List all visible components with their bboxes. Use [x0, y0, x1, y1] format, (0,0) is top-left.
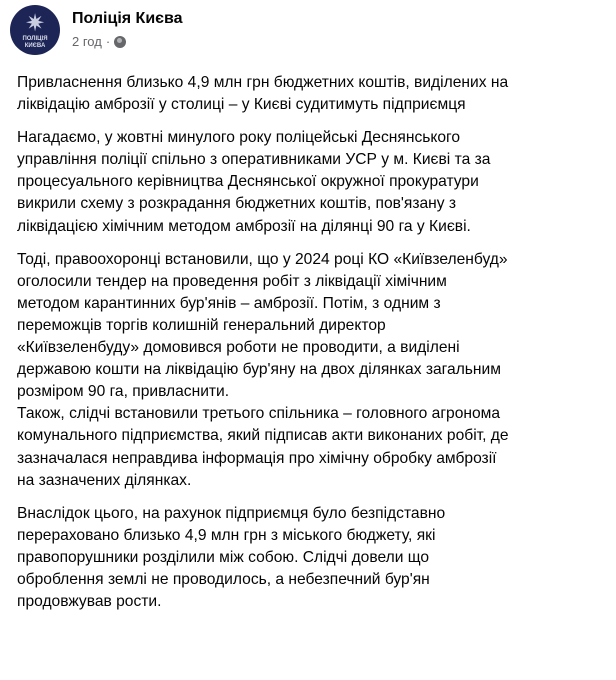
globe-icon[interactable] — [114, 36, 126, 48]
post-body — [17, 72, 607, 624]
post-text-line: ліквідацію амброзії у столиці – у Києві судитимуть підприємця — [17, 96, 466, 114]
post-text-line: Тоді, правоохоронці встановили, що у 2024 році КО «Київзеленбуд» — [17, 250, 508, 268]
post-text-line: зазначалася неправдива інформація про хімічну обробку амброзії — [17, 449, 497, 467]
post-paragraph — [17, 503, 607, 613]
post-header — [10, 5, 183, 55]
post-text-line: переможців торгів колишній генеральний директор — [17, 316, 386, 334]
post-text-line: оброблення землі не проводилось, а небезпечний бур'ян — [17, 570, 430, 588]
post-text-line: Привласнення близько 4,9 млн грн бюджетних коштів, виділених на — [17, 74, 509, 91]
separator: · — [105, 34, 111, 49]
post-text-line: Нагадаємо, у жовтні минулого року поліцейські Деснянського — [17, 129, 461, 147]
post-text-line: продовжував рости. — [17, 593, 162, 611]
post-paragraph — [17, 249, 607, 492]
police-star-icon: ✷ — [24, 10, 46, 37]
post-text-line: процесуального керівництва Деснянської окружної прокуратури — [17, 173, 479, 191]
post-text-line: «Київзеленбуду» домовився роботи не проводити, а виділені — [17, 339, 460, 357]
post-text-line: перераховано близько 4,9 млн грн з міського бюджету, які — [17, 526, 436, 544]
page-name-link[interactable]: Поліція Києва — [72, 10, 183, 27]
post-text-line: ліквідацією хімічним методом амброзії на ділянці 90 га у Києві. — [17, 217, 471, 235]
post-text-line: Також, слідчі встановили третього спільника – головного агронома — [17, 405, 501, 423]
post-paragraph — [17, 72, 607, 116]
post-text-line: комунального підприємства, який підписав акти виконаних робіт, де — [17, 427, 509, 445]
post-text-line: розміром 90 га, привласнити. — [17, 383, 230, 401]
post-text-line: оголосили тендер на проведення робіт з ліквідації хімічним — [17, 272, 447, 290]
avatar-logo-text: ПОЛІЦІЯ КИЄВА — [22, 36, 48, 49]
post-text-line: правопорушники розділили між собою. Слідчі довели що — [17, 548, 430, 566]
post-text-line: на зазначених ділянках. — [17, 471, 192, 489]
post-text-line: Внаслідок цього, на рахунок підприємця було безпідставно — [17, 504, 446, 522]
post-paragraph — [17, 127, 607, 237]
post-text-line: управління поліції спільно з оперативниками УСР у м. Києві та за — [17, 151, 491, 169]
avatar[interactable] — [10, 5, 60, 55]
post-time-link[interactable]: 2 год — [72, 34, 102, 49]
post-text-line: методом карантинних бур'янів – амброзії. Потім, з одним з — [17, 294, 441, 312]
post-text-line: державою кошти на ліквідацію бур'яну на двох ділянках загальним — [17, 361, 501, 379]
post-text-line: викрили схему з розкрадання бюджетних коштів, пов'язану з — [17, 195, 457, 213]
